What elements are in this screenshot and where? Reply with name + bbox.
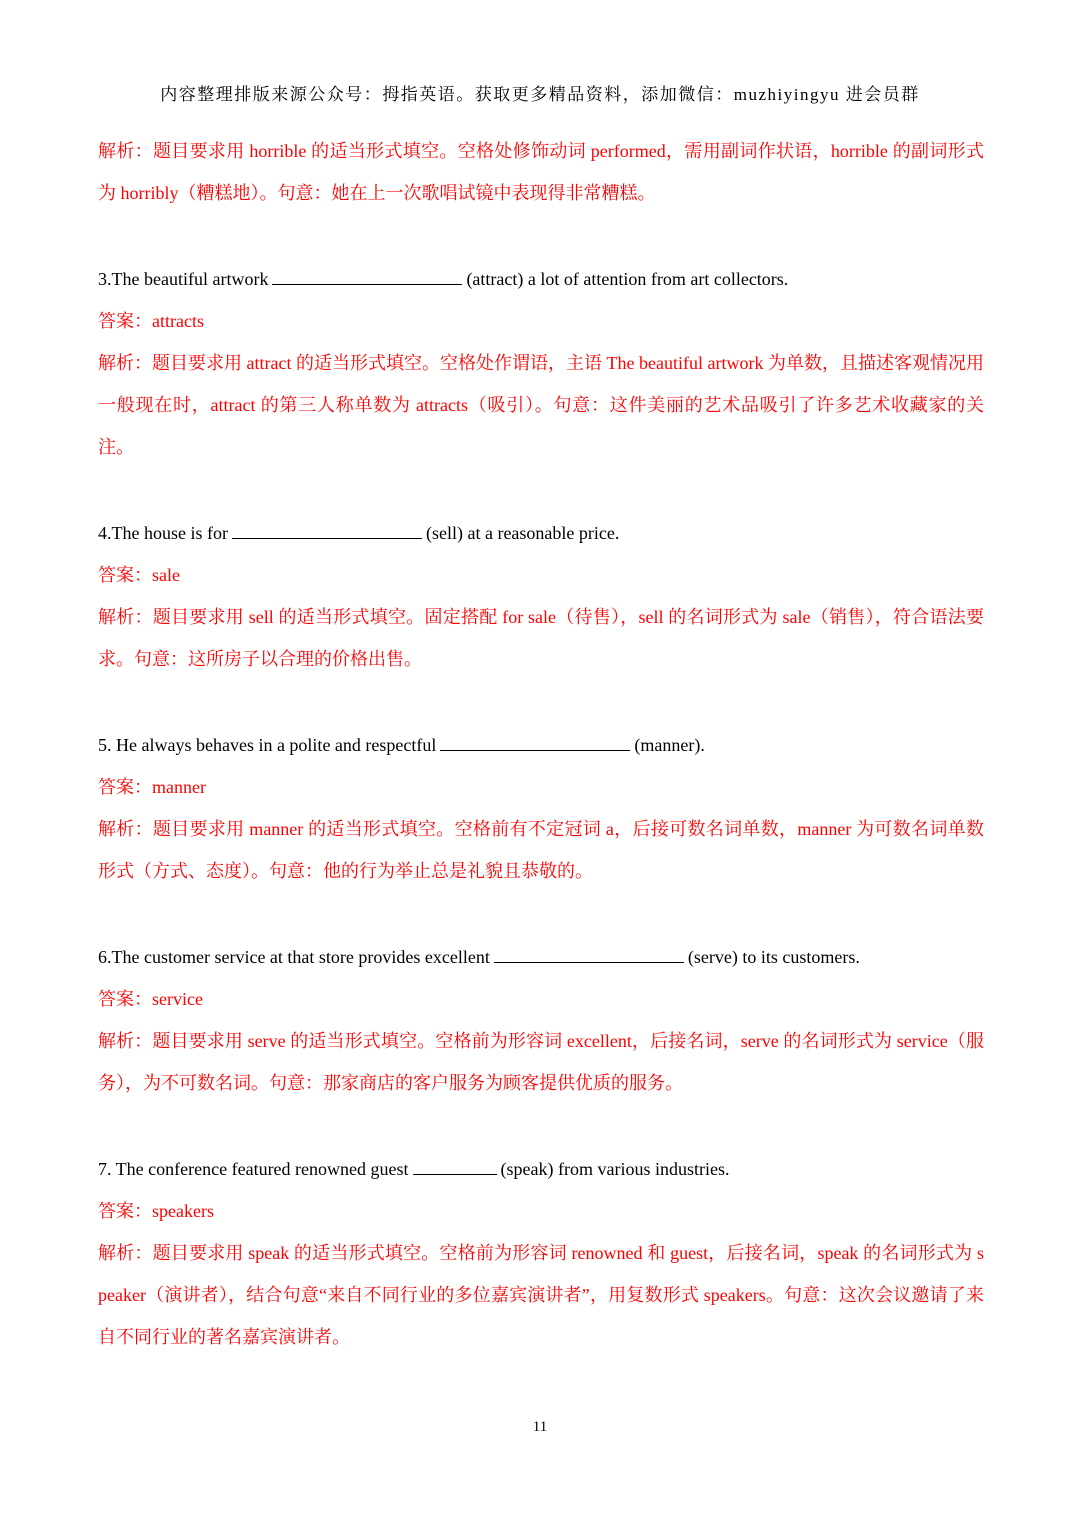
question-tail: (sell) at a reasonable price. (425, 523, 620, 543)
question-lead: 4.The house is for (98, 523, 228, 543)
question-tail: (serve) to its customers. (687, 947, 860, 967)
page-content (98, 130, 984, 1358)
question-tail: (manner). (634, 735, 705, 755)
question-block (98, 936, 984, 1104)
question-lead: 7. The conference featured renowned guest (98, 1159, 409, 1179)
question-text (98, 258, 984, 300)
analysis-text: 解析：题目要求用 horrible 的适当形式填空。空格处修饰动词 performed，需用副词作状语，horrible 的副词形式为 horribly（糟糕地）。句意：她在上一次歌唱试镜中表现得非常糟糕。 (98, 141, 984, 203)
page-number: 11 (532, 1419, 548, 1435)
analysis-text: 解析：题目要求用 sell 的适当形式填空。固定搭配 for sale（待售），sell 的名词形式为 sale（销售），符合语法要求。句意：这所房子以合理的价格出售。 (98, 607, 984, 669)
answer-blank (413, 1158, 497, 1175)
question-block (98, 512, 984, 680)
question-text (98, 724, 984, 766)
answer-text: 答案：speakers (98, 1201, 214, 1221)
question-block (98, 258, 984, 468)
answer-blank (272, 268, 462, 285)
question-text (98, 512, 984, 554)
analysis-text: 解析：题目要求用 speak 的适当形式填空。空格前为形容词 renowned 和 guest，后接名词，speak 的名词形式为 speaker（演讲者），结合句意“来自不同行业的多位嘉宾演讲者”，用复数形式 speakers。句意：这次会议邀请了来自不同行业的著名嘉宾演讲者。 (98, 1243, 984, 1347)
analysis-text: 解析：题目要求用 attract 的适当形式填空。空格处作谓语，主语 The beautiful artwork 为单数，且描述客观情况用一般现在时，attract 的第三人称单数为 attracts（吸引）。句意：这件美丽的艺术品吸引了许多艺术收藏家的关注。 (98, 353, 984, 457)
question-block (98, 1148, 984, 1358)
answer-blank (440, 734, 630, 751)
question-lead: 3.The beautiful artwork (98, 269, 269, 289)
answer-text: 答案：sale (98, 565, 180, 585)
question-block (98, 724, 984, 892)
answer-text: 答案：service (98, 989, 203, 1009)
answer-text: 答案：manner (98, 777, 206, 797)
analysis-text: 解析：题目要求用 manner 的适当形式填空。空格前有不定冠词 a，后接可数名词单数，manner 为可数名词单数形式（方式、态度）。句意：他的行为举止总是礼貌且恭敬的。 (98, 819, 984, 881)
question-text (98, 936, 984, 978)
answer-text: 答案：attracts (98, 311, 204, 331)
answer-blank (232, 522, 422, 539)
answer-blank (494, 946, 684, 963)
question-lead: 6.The customer service at that store provides excellent (98, 947, 490, 967)
page-header: 内容整理排版来源公众号：拇指英语。获取更多精品资料，添加微信：muzhiyingyu 进会员群 (160, 85, 920, 104)
question-text (98, 1148, 984, 1190)
question-tail: (attract) a lot of attention from art collectors. (466, 269, 789, 289)
question-tail: (speak) from various industries. (500, 1159, 730, 1179)
analysis-text: 解析：题目要求用 serve 的适当形式填空。空格前为形容词 excellent，后接名词，serve 的名词形式为 service（服务），为不可数名词。句意：那家商店的客户服务为顾客提供优质的服务。 (98, 1031, 984, 1093)
question-lead: 5. He always behaves in a polite and respectful (98, 735, 437, 755)
